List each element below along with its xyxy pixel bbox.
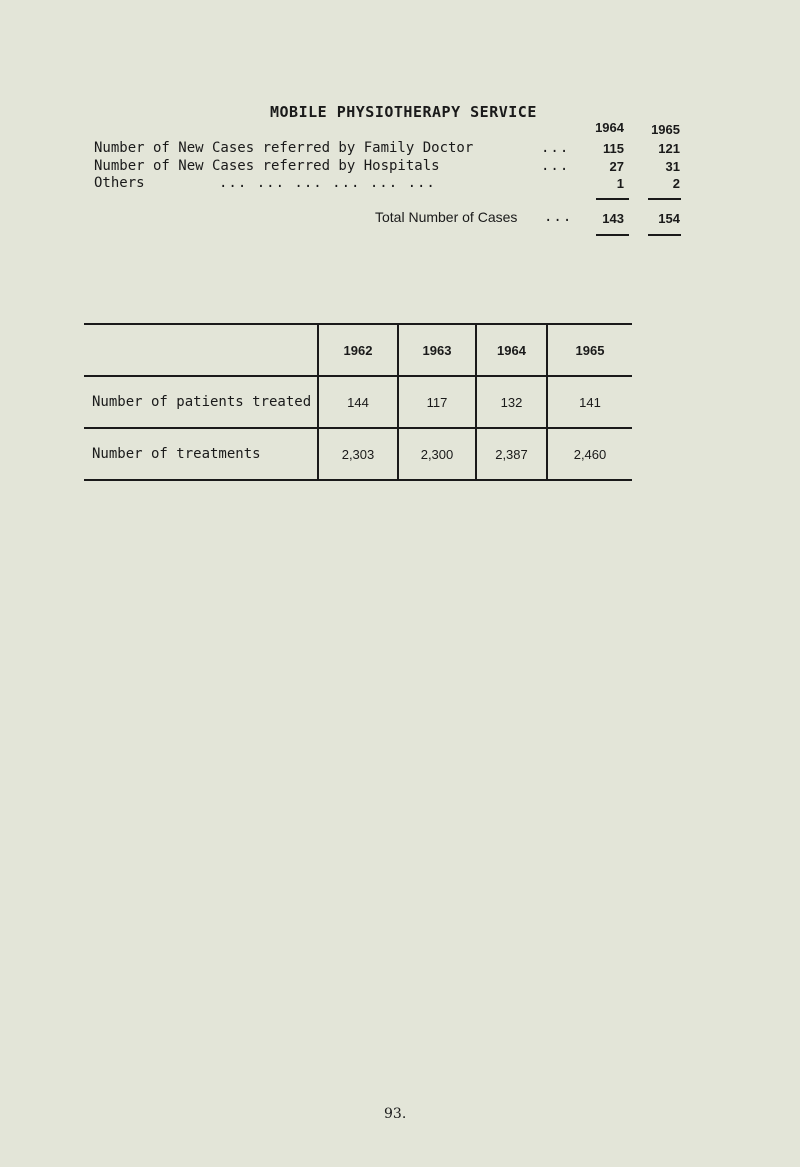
leader-dots: ... ... ... ... ... ... <box>219 175 436 191</box>
table-row <box>84 428 632 480</box>
table-row-label: Number of patients treated <box>84 376 318 428</box>
total-rule-1964 <box>596 234 629 236</box>
table-header-year: 1965 <box>547 324 632 376</box>
treatments-table <box>84 323 632 481</box>
table-header-year: 1964 <box>476 324 547 376</box>
table-cell: 132 <box>476 376 547 428</box>
leader-dots: ... <box>541 158 570 174</box>
subtotal-rule-1964 <box>596 198 629 200</box>
table-header-year: 1962 <box>318 324 398 376</box>
cases-row-label: Others <box>94 175 145 191</box>
cases-row-label: Number of New Cases referred by Family Doctor <box>94 140 474 156</box>
total-value-1965: 154 <box>658 211 680 226</box>
cases-value-1965: 121 <box>658 141 680 156</box>
subtotal-rule-1965 <box>648 198 681 200</box>
table-cell: 2,300 <box>398 428 476 480</box>
total-rule-1965 <box>648 234 681 236</box>
page-number: 93. <box>384 1106 407 1122</box>
cases-value-1964: 1 <box>616 176 624 191</box>
table-cell: 2,387 <box>476 428 547 480</box>
page-title: MOBILE PHYSIOTHERAPY SERVICE <box>270 103 537 121</box>
table-row <box>84 376 632 428</box>
leader-dots: ... <box>544 209 573 225</box>
table-row-label: Number of treatments <box>84 428 318 480</box>
leader-dots: ... <box>541 140 570 156</box>
year-header-1964: 1964 <box>595 120 624 135</box>
table-cell: 2,460 <box>547 428 632 480</box>
year-header-1965: 1965 <box>651 122 680 137</box>
total-value-1964: 143 <box>602 211 624 226</box>
cases-value-1965: 2 <box>672 176 680 191</box>
table-cell: 141 <box>547 376 632 428</box>
total-label: Total Number of Cases <box>375 209 518 225</box>
cases-row-label: Number of New Cases referred by Hospitals <box>94 158 440 174</box>
cases-value-1964: 27 <box>609 159 624 174</box>
table-header-row <box>84 324 632 376</box>
table-corner-cell <box>84 324 318 376</box>
cases-value-1965: 31 <box>665 159 680 174</box>
table-cell: 144 <box>318 376 398 428</box>
cases-value-1964: 115 <box>603 141 624 156</box>
table-header-year: 1963 <box>398 324 476 376</box>
table-cell: 2,303 <box>318 428 398 480</box>
table-cell: 117 <box>398 376 476 428</box>
